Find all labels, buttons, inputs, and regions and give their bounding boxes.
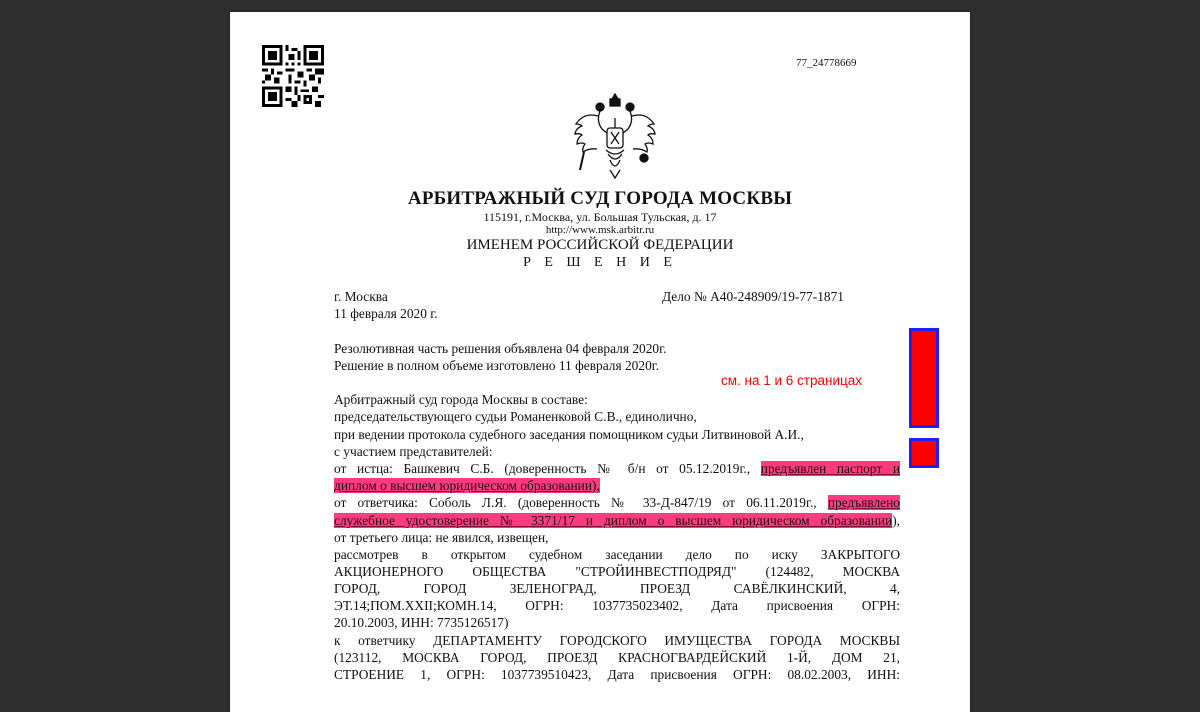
body-line: ЭТ.14;ПОМ.XXII;КОМН.14, ОГРН: 1037735023402, Дата присвоения ОГРН: — [334, 598, 900, 613]
exclamation-bar-icon — [909, 328, 939, 428]
third-party: от третьего лица: не явился, извещен, — [334, 530, 549, 545]
body-line: АКЦИОНЕРНОГО ОБЩЕСТВА "СТРОЙИНВЕСТПОДРЯД" (124482, МОСКВА — [334, 564, 900, 579]
qr-code-icon — [262, 45, 324, 107]
document-page — [230, 12, 970, 712]
body-line: рассмотрев в открытом судебном заседании дело по иску ЗАКРЫТОГО — [334, 547, 900, 562]
plaintiff-representative-cont — [334, 478, 600, 494]
body-line: ГОРОД, ГОРОД ЗЕЛЕНОГРАД, ПРОЕЗД САВЁЛКИНСКИЙ, 4, — [334, 581, 900, 596]
defendant-rep-text: от ответчика: Соболь Л.Я. (доверенность № 33-Д-847/19 от 06.11.2019г., — [334, 495, 828, 510]
defendant-representative-cont — [334, 513, 900, 529]
defendant-rep-suffix: ), — [892, 513, 900, 528]
highlight-plaintiff-docs: предъявлен паспорт и — [760, 461, 900, 476]
resolution-announced: Резолютивная часть решения объявлена 04 февраля 2020г. — [334, 341, 667, 356]
defendant-representative — [334, 495, 900, 511]
with-representatives: с участием представителей: — [334, 444, 493, 459]
highlight-defendant-docs: предъявлено — [827, 495, 900, 510]
plaintiff-representative — [334, 461, 900, 477]
highlight-plaintiff-diploma: диплом о высшем юридическом образовании), — [334, 478, 600, 493]
body-line: СТРОЕНИЕ 1, ОГРН: 1037739510423, Дата присвоения ОГРН: 08.02.2003, ИНН: — [334, 667, 900, 682]
document-type: Р Е Ш Е Н И Е — [523, 255, 677, 270]
body-line: (123112, МОСКВА ГОРОД, ПРОЕЗД КРАСНОГВАРДЕЙСКИЙ 1-Й, ДОМ 21, — [334, 650, 900, 665]
court-address: 115191, г.Москва, ул. Большая Тульская, д. 17 — [483, 210, 717, 224]
court-secretary: при ведении протокола судебного заседания помощником судьи Литвиновой А.И., — [334, 427, 804, 442]
decision-date: 11 февраля 2020 г. — [334, 306, 438, 321]
city: г. Москва — [334, 289, 388, 304]
in-the-name-of: ИМЕНЕМ РОССИЙСКОЙ ФЕДЕРАЦИИ — [466, 237, 734, 253]
document-number: 77_24778669 — [796, 57, 857, 69]
full-decision-made: Решение в полном объеме изготовлено 11 февраля 2020г. — [334, 358, 660, 373]
court-composition: Арбитражный суд города Москвы в составе: — [334, 392, 588, 407]
exclamation-dot-icon — [909, 438, 939, 468]
coat-of-arms-icon — [570, 90, 660, 182]
highlight-defendant-certificate: служебное удостоверение № 3371/17 и диплом о высшем юридическом образовании — [334, 513, 893, 528]
annotation-note: см. на 1 и 6 страницах — [721, 373, 862, 388]
presiding-judge: председательствующего судьи Романенковой С.В., единолично, — [334, 409, 697, 424]
body-line: 20.10.2003, ИНН: 7735126517) — [334, 615, 509, 630]
body-line: к ответчику ДЕПАРТАМЕНТУ ГОРОДСКОГО ИМУЩЕСТВА ГОРОДА МОСКВЫ — [334, 633, 900, 648]
plaintiff-rep-text: от истца: Башкевич С.Б. (доверенность № б/н от 05.12.2019г., — [334, 461, 761, 476]
case-number: Дело № А40-248909/19-77-1871 — [662, 289, 844, 304]
court-website: http://www.msk.arbitr.ru — [545, 224, 655, 236]
court-title: АРБИТРАЖНЫЙ СУД ГОРОДА МОСКВЫ — [407, 188, 793, 209]
